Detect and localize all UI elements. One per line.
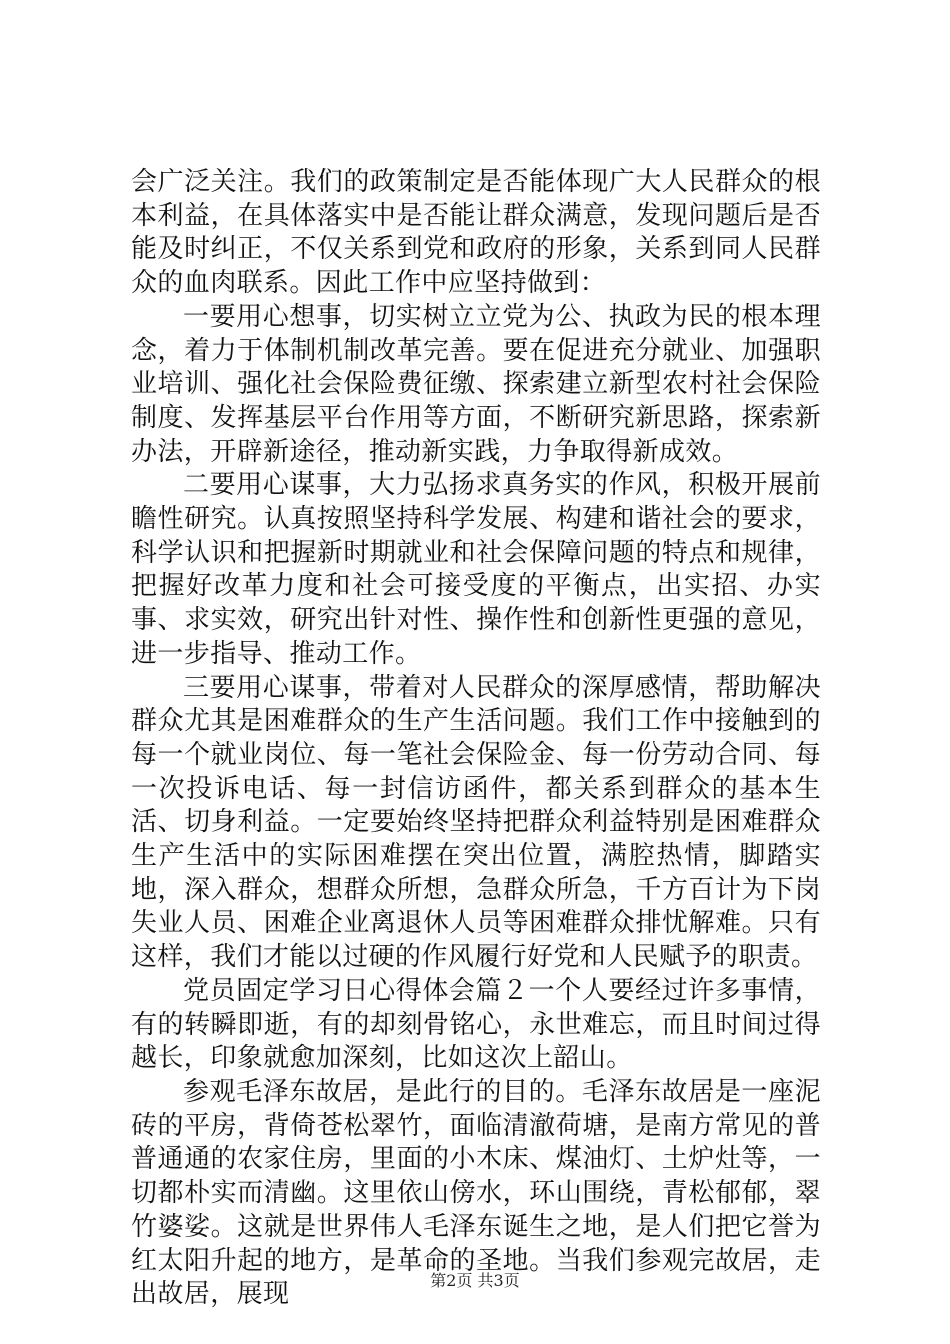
- paragraph-first-point: 一要用心想事，切实树立立党为公、执政为民的根本理念，着力于体制机制改革完善。要在促进充分就业、加强职业培训、强化社会保险费征缴、探索建立新型农村社会保险制度、发挥基层平台作用等方面，不断研究新思路，探索新办法，开辟新途径，推动新实践，力争取得新成效。: [131, 301, 821, 467]
- page-footer: 第2页 共3页: [430, 1271, 520, 1290]
- paragraph-article-two-intro: 党员固定学习日心得体会篇２一个人要经过许多事情，有的转瞬即逝，有的却刻骨铭心，永世难忘，而且时间过得越长，印象就愈加深刻，比如这次上韶山。: [131, 975, 821, 1074]
- paragraph-second-point: 二要用心谋事，大力弘扬求真务实的作风，积极开展前瞻性研究。认真按照坚持科学发展、构建和谐社会的要求，科学认识和把握新时期就业和社会保障问题的特点和规律，把握好改革力度和社会可接受度的平衡点，出实招、办实事、求实效，研究出针对性、操作性和创新性更强的意见，进一步指导、推动工作。: [131, 470, 821, 669]
- paragraph-third-point: 三要用心谋事，带着对人民群众的深厚感情，帮助解决群众尤其是困难群众的生产生活问题。我们工作中接触到的每一个就业岗位、每一笔社会保险金、每一份劳动合同、每一次投诉电话、每一封信访函件，都关系到群众的基本生活、切身利益。一定要始终坚持把群众利益特别是困难群众生产生活中的实际困难摆在突出位置，满腔热情，脚踏实地，深入群众，想群众所想，急群众所急，千方百计为下岗失业人员、困难企业离退休人员等困难群众排忧解难。只有这样，我们才能以过硬的作风履行好党和人民赋予的职责。: [131, 672, 821, 973]
- document-body: [131, 166, 821, 1312]
- paragraph-former-residence: 参观毛泽东故居，是此行的目的。毛泽东故居是一座泥砖的平房，背倚苍松翠竹，面临清澈荷塘，是南方常见的普普通通的农家住房，里面的小木床、煤油灯、土炉灶等，一切都朴实而清幽。这里依山傍水，环山围绕，青松郁郁，翠竹婆娑。这就是世界伟人毛泽东诞生之地，是人们把它誉为红太阳升起的地方，是革命的圣地。当我们参观完故居，走出故居，展现: [131, 1076, 821, 1310]
- paragraph-continuation: 会广泛关注。我们的政策制定是否能体现广大人民群众的根本利益，在具体落实中是否能让群众满意，发现问题后是否能及时纠正，不仅关系到党和政府的形象，关系到同人民群众的血肉联系。因此工作中应坚持做到：: [131, 167, 821, 299]
